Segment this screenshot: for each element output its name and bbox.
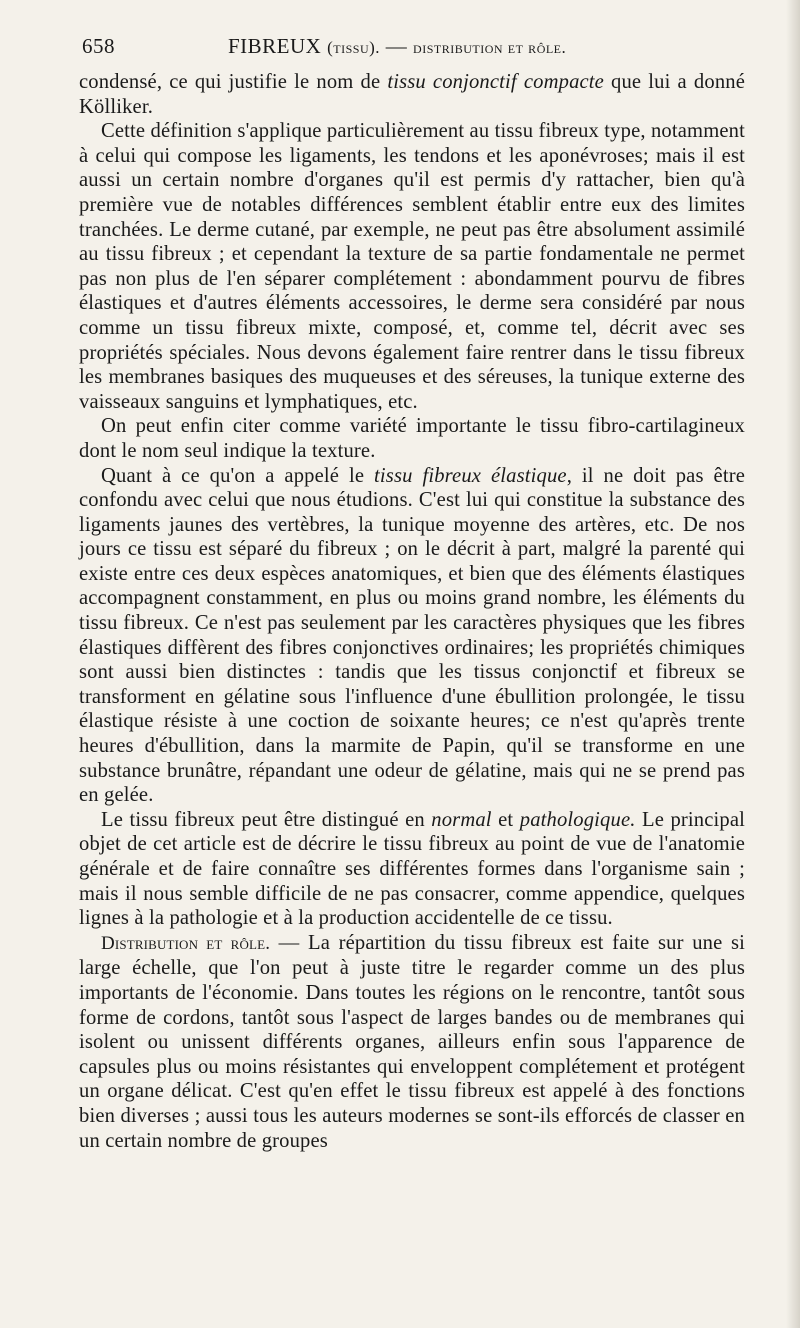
italic-term: normal <box>431 808 492 831</box>
italic-term: tissu conjonctif compacte <box>387 71 604 93</box>
italic-term: tissu fibreux élastique <box>374 464 567 487</box>
running-head <box>228 34 566 59</box>
paragraph-3: On peut enfin citer comme variété importante le tissu fibro-cartilagineux dont le nom seul indique la texture. <box>79 415 745 462</box>
paragraph-2: Cette définition s'applique particulièrement au tissu fibreux type, notamment à celui qui compose les ligaments, les tendons et les aponévroses; mais il est aussi un certain nombre d'organes qu'il est permis d'y rattacher, bien qu'à première vue de notables différences semblent établir entre eux des limites tranchées. Le derme cutané, par exemple, ne peut pas être absolument assimilé au tissu fibreux ; et cependant la texture de sa partie fondamentale ne permet pas non plus de l'en séparer complétement : abondamment pourvu de fibres élastiques et d'autres éléments accessoires, le derme sera considéré par nous comme un tissu fibreux mixte, composé, et, comme tel, décrit avec ses propriétés spéciales. Nous devons également faire rentrer dans le tissu fibreux les membranes basiques des muqueuses et des séreuses, la tunique externe des vaisseaux sanguins et lymphatiques, etc. <box>79 120 745 413</box>
running-head-tissu: (tissu). <box>327 38 381 57</box>
running-head-dash: — <box>385 34 408 58</box>
running-head-main: FIBREUX <box>228 34 322 58</box>
page-number: 658 <box>82 34 115 58</box>
running-head-section: distribution et rôle. <box>413 38 567 57</box>
paragraph-4: Quant à ce qu'on a appelé le tissu fibreux élastique, il ne doit pas être confondu avec celui que nous étudions. C'est lui qui constitue la substance des ligaments jaunes des vertèbres, la tunique moyenne des artères, etc. De nos jours ce tissu est séparé du fibreux ; on le décrit à part, malgré la parenté qui existe entre ces deux espèces anatomiques, et bien que des éléments élastiques accompagnent constamment, en plus ou moins grand nombre, les éléments du tissu fibreux. Ce n'est pas seulement par les caractères physiques que les fibres élastiques diffèrent des fibres conjonctives ordinaires; les propriétés chimiques sont aussi bien distinctes : tandis que les tissus conjonctif et fibreux se transforment en gélatine sous l'influence d'une ébullition prolongée, le tissu élastique résiste à une coction de soixante heures; ce n'est qu'après trente heures d'ébullition, dans la marmite de Papin, qu'il se transforme en une substance brunâtre, répandant une odeur de gélatine, mais qui ne se prend pas en gelée. <box>79 464 745 807</box>
paragraph-5: Le tissu fibreux peut être distingué en normal et pathologique. Le principal objet de cet article est de décrire le tissu fibreux au point de vue de l'anatomie générale et de faire connaître ses différentes formes dans l'organisme sain ; mais il nous semble difficile de ne pas consacrer, comme appendice, quelques lignes à la pathologie et à la production accidentelle de ce tissu. <box>79 808 745 930</box>
italic-term: pathologique. <box>519 808 636 831</box>
section-heading: Distribution et rôle. <box>101 932 271 954</box>
body-text <box>79 70 745 1153</box>
paragraph-6: Distribution et rôle. — La répartition du tissu fibreux est faite sur une si large échelle, que l'on peut à juste titre le regarder comme un des plus importants de l'économie. Dans toutes les régions on le rencontre, tantôt sous forme de cordons, tantôt sous l'aspect de larges bandes ou de membranes qui isolent ou unissent différents organes, ailleurs enfin sous l'apparence de capsules plus ou moins résistantes qui enveloppent complétement et protégent un organe délicat. C'est qu'en effet le tissu fibreux est appelé à des fonctions bien diverses ; aussi tous les auteurs modernes se sont-ils efforcés de classer en un certain nombre de groupes <box>79 931 745 1152</box>
paragraph-1: condensé, ce qui justifie le nom de tissu conjonctif compacte que lui a donné Kölliker. <box>79 71 746 118</box>
page-header <box>78 34 744 62</box>
